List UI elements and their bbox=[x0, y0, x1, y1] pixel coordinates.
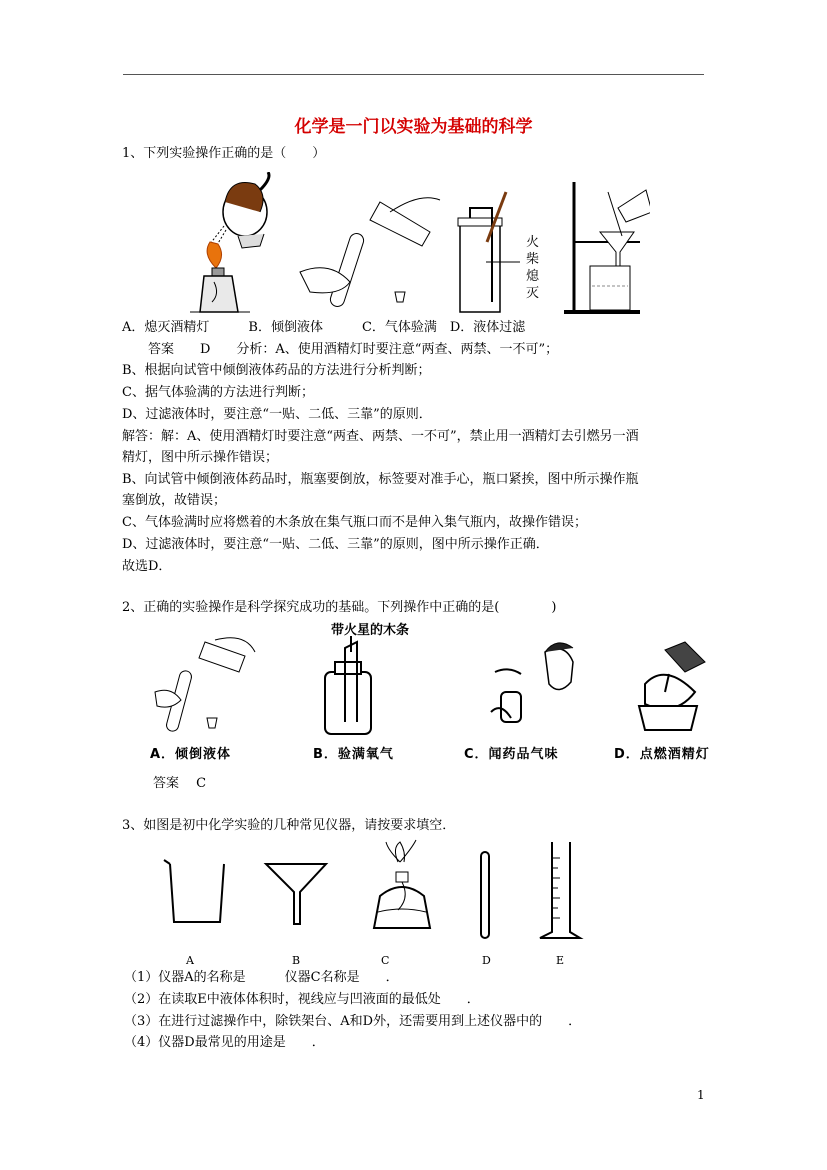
graduated-cylinder-icon bbox=[540, 842, 580, 938]
q2-answer: 答案 C bbox=[140, 776, 207, 791]
q1-solution-line: 故选D． bbox=[122, 559, 172, 574]
beaker-icon bbox=[164, 860, 224, 922]
q1-options: A．熄灭酒精灯 B．倾倒液体 C．气体验满 D．液体过滤 bbox=[122, 320, 526, 335]
q3-label-c: C bbox=[381, 954, 390, 967]
q2-caption-c: C．闻药品气味 bbox=[464, 747, 559, 762]
page-title: 化学是一门以实验为基础的科学 bbox=[294, 117, 533, 137]
pour-liquid-illustration bbox=[155, 638, 255, 733]
q3-label-a: A bbox=[186, 954, 194, 967]
pour-liquid-illustration bbox=[300, 198, 440, 309]
q2-figure bbox=[145, 622, 735, 742]
q3-label-d: D bbox=[482, 954, 491, 967]
light-lamp-illustration bbox=[639, 642, 705, 730]
q3-figure bbox=[160, 838, 600, 946]
q1-analysis-b: B、根据向试管中倾倒液体药品的方法进行分析判断； bbox=[122, 363, 431, 378]
q2-stem: 2、正确的实验操作是科学探究成功的基础。下列操作中正确的是( ) bbox=[122, 600, 557, 615]
q3-stem: 3、如图是初中化学实验的几种常见仪器，请按要求填空． bbox=[122, 818, 456, 833]
q1-solution-line: 塞倒放，故错误； bbox=[122, 493, 227, 508]
q1-answer: 答案 D 分析：A、使用酒精灯时要注意“两查、两禁、一不可”； bbox=[122, 342, 559, 357]
page-number: 1 bbox=[697, 1088, 705, 1102]
q1-analysis-c: C、据气体验满的方法进行判断； bbox=[122, 385, 314, 400]
q3-blank-2: （2）在读取E中液体体积时，视线应与凹液面的最低处 ． bbox=[124, 992, 480, 1007]
q3-blank-3: （3）在进行过滤操作中，除铁架台、A和D外，还需要用到上述仪器中的 ． bbox=[124, 1014, 582, 1029]
q1-figure bbox=[190, 172, 650, 318]
q2-caption-d: D．点燃酒精灯 bbox=[614, 747, 710, 762]
q2-caption-b: B．验满氧气 bbox=[313, 747, 394, 762]
gas-check-illustration bbox=[458, 192, 540, 312]
glass-rod-icon bbox=[481, 852, 489, 938]
alcohol-lamp-icon bbox=[374, 840, 430, 928]
q1-solution-line: D、过滤液体时，要注意“一贴、二低、三靠”的原则，图中所示操作正确． bbox=[122, 537, 549, 552]
q1-solution-line: B、向试管中倾倒液体药品时，瓶塞要倒放，标签要对准手心，瓶口紧挨，图中所示操作瓶 bbox=[122, 472, 639, 487]
q1-fig-label: 火柴熄灭 bbox=[526, 235, 540, 301]
funnel-icon bbox=[266, 864, 326, 924]
smell-chemical-illustration bbox=[491, 643, 573, 722]
q3-blank-1: （1）仪器A的名称是 仪器C名称是 ． bbox=[124, 970, 399, 985]
q1-solution-line: 精灯，图中所示操作错误； bbox=[122, 450, 279, 465]
q3-label-b: B bbox=[292, 954, 301, 967]
filtration-illustration bbox=[564, 182, 650, 312]
q3-blank-4: （4）仪器D最常见的用途是 ． bbox=[124, 1035, 325, 1050]
q1-solution-line: C、气体验满时应将燃着的木条放在集气瓶口而不是伸入集气瓶内，故操作错误； bbox=[122, 515, 587, 530]
q1-analysis-d: D、过滤液体时，要注意“一贴、二低、三靠”的原则． bbox=[122, 407, 432, 422]
q2-caption-a: A．倾倒液体 bbox=[150, 747, 232, 762]
extinguish-lamp-illustration bbox=[190, 172, 269, 312]
q1-stem: 1、下列实验操作正确的是（ ） bbox=[122, 146, 326, 161]
q2-fig-label: 带火星的木条 bbox=[331, 623, 410, 638]
oxygen-check-illustration bbox=[325, 622, 409, 734]
q3-label-e: E bbox=[556, 954, 565, 967]
q1-solution-line: 解答：解：A、使用酒精灯时要注意“两查、两禁、一不可”，禁止用一酒精灯去引燃另一酒 bbox=[122, 429, 639, 444]
header-rule bbox=[123, 74, 704, 75]
